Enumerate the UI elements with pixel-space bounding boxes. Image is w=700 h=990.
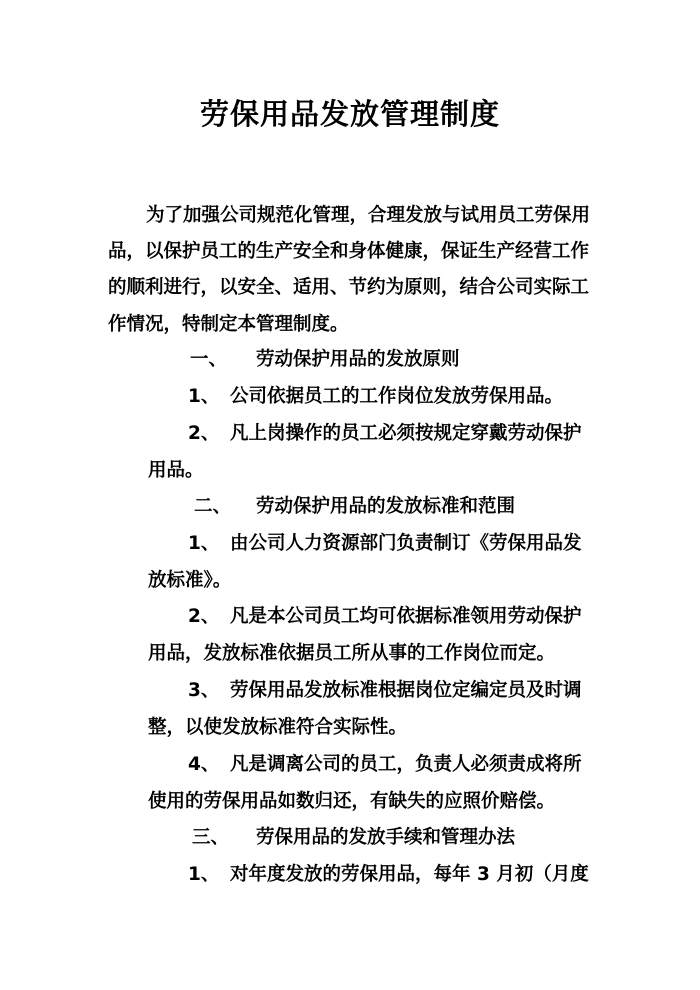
- intro-line: 的顺利进行，以安全、适用、节约为原则，结合公司实际工: [108, 277, 590, 298]
- item-text-continued: 放标准》。: [148, 570, 232, 591]
- section-heading: 劳动保护用品的发放原则: [256, 349, 460, 370]
- section-number: 二、: [194, 496, 232, 517]
- item-text: 凡上岗操作的员工必须按规定穿戴劳动保护: [230, 423, 582, 444]
- item-text: 劳保用品发放标准根据岗位定编定员及时调: [230, 680, 582, 701]
- item-text-continued: 使用的劳保用品如数归还，有缺失的应照价赔偿。: [148, 791, 556, 812]
- section-heading: 劳保用品的发放手续和管理办法: [256, 827, 516, 848]
- item-number: 2、: [188, 423, 220, 444]
- item-number: 2、: [188, 606, 220, 627]
- item-text: 公司依据员工的工作岗位发放劳保用品。: [230, 386, 564, 407]
- item-text: 凡是调离公司的员工，负责人必须责成将所: [230, 754, 582, 775]
- item-text-continued: 用品。: [148, 460, 204, 481]
- item-number: 1、: [188, 864, 220, 885]
- document-title: 劳保用品发放管理制度: [199, 97, 500, 131]
- intro-line: 为了加强公司规范化管理，合理发放与试用员工劳保用: [146, 205, 591, 226]
- item-text-continued: 用品，发放标准依据员工所从事的工作岗位而定。: [148, 643, 556, 664]
- section-number: 一、: [190, 349, 228, 370]
- item-text: 凡是本公司员工均可依据标准领用劳动保护: [230, 606, 582, 627]
- section-number: 三、: [192, 827, 230, 848]
- item-number: 1、: [188, 386, 220, 407]
- item-number: 3、: [188, 680, 220, 701]
- item-text-continued: 整，以使发放标准符合实际性。: [148, 717, 408, 738]
- item-number: 1、: [188, 533, 220, 554]
- item-text: 对年度发放的劳保用品，每年 3 月初（月度: [230, 864, 589, 885]
- item-text: 由公司人力资源部门负责制订《劳保用品发: [230, 533, 582, 554]
- intro-line: 作情况，特制定本管理制度。: [108, 314, 349, 335]
- section-heading: 劳动保护用品的发放标准和范围: [256, 496, 516, 517]
- item-number: 4、: [188, 754, 220, 775]
- intro-line: 品，以保护员工的生产安全和身体健康，保证生产经营工作: [108, 241, 590, 262]
